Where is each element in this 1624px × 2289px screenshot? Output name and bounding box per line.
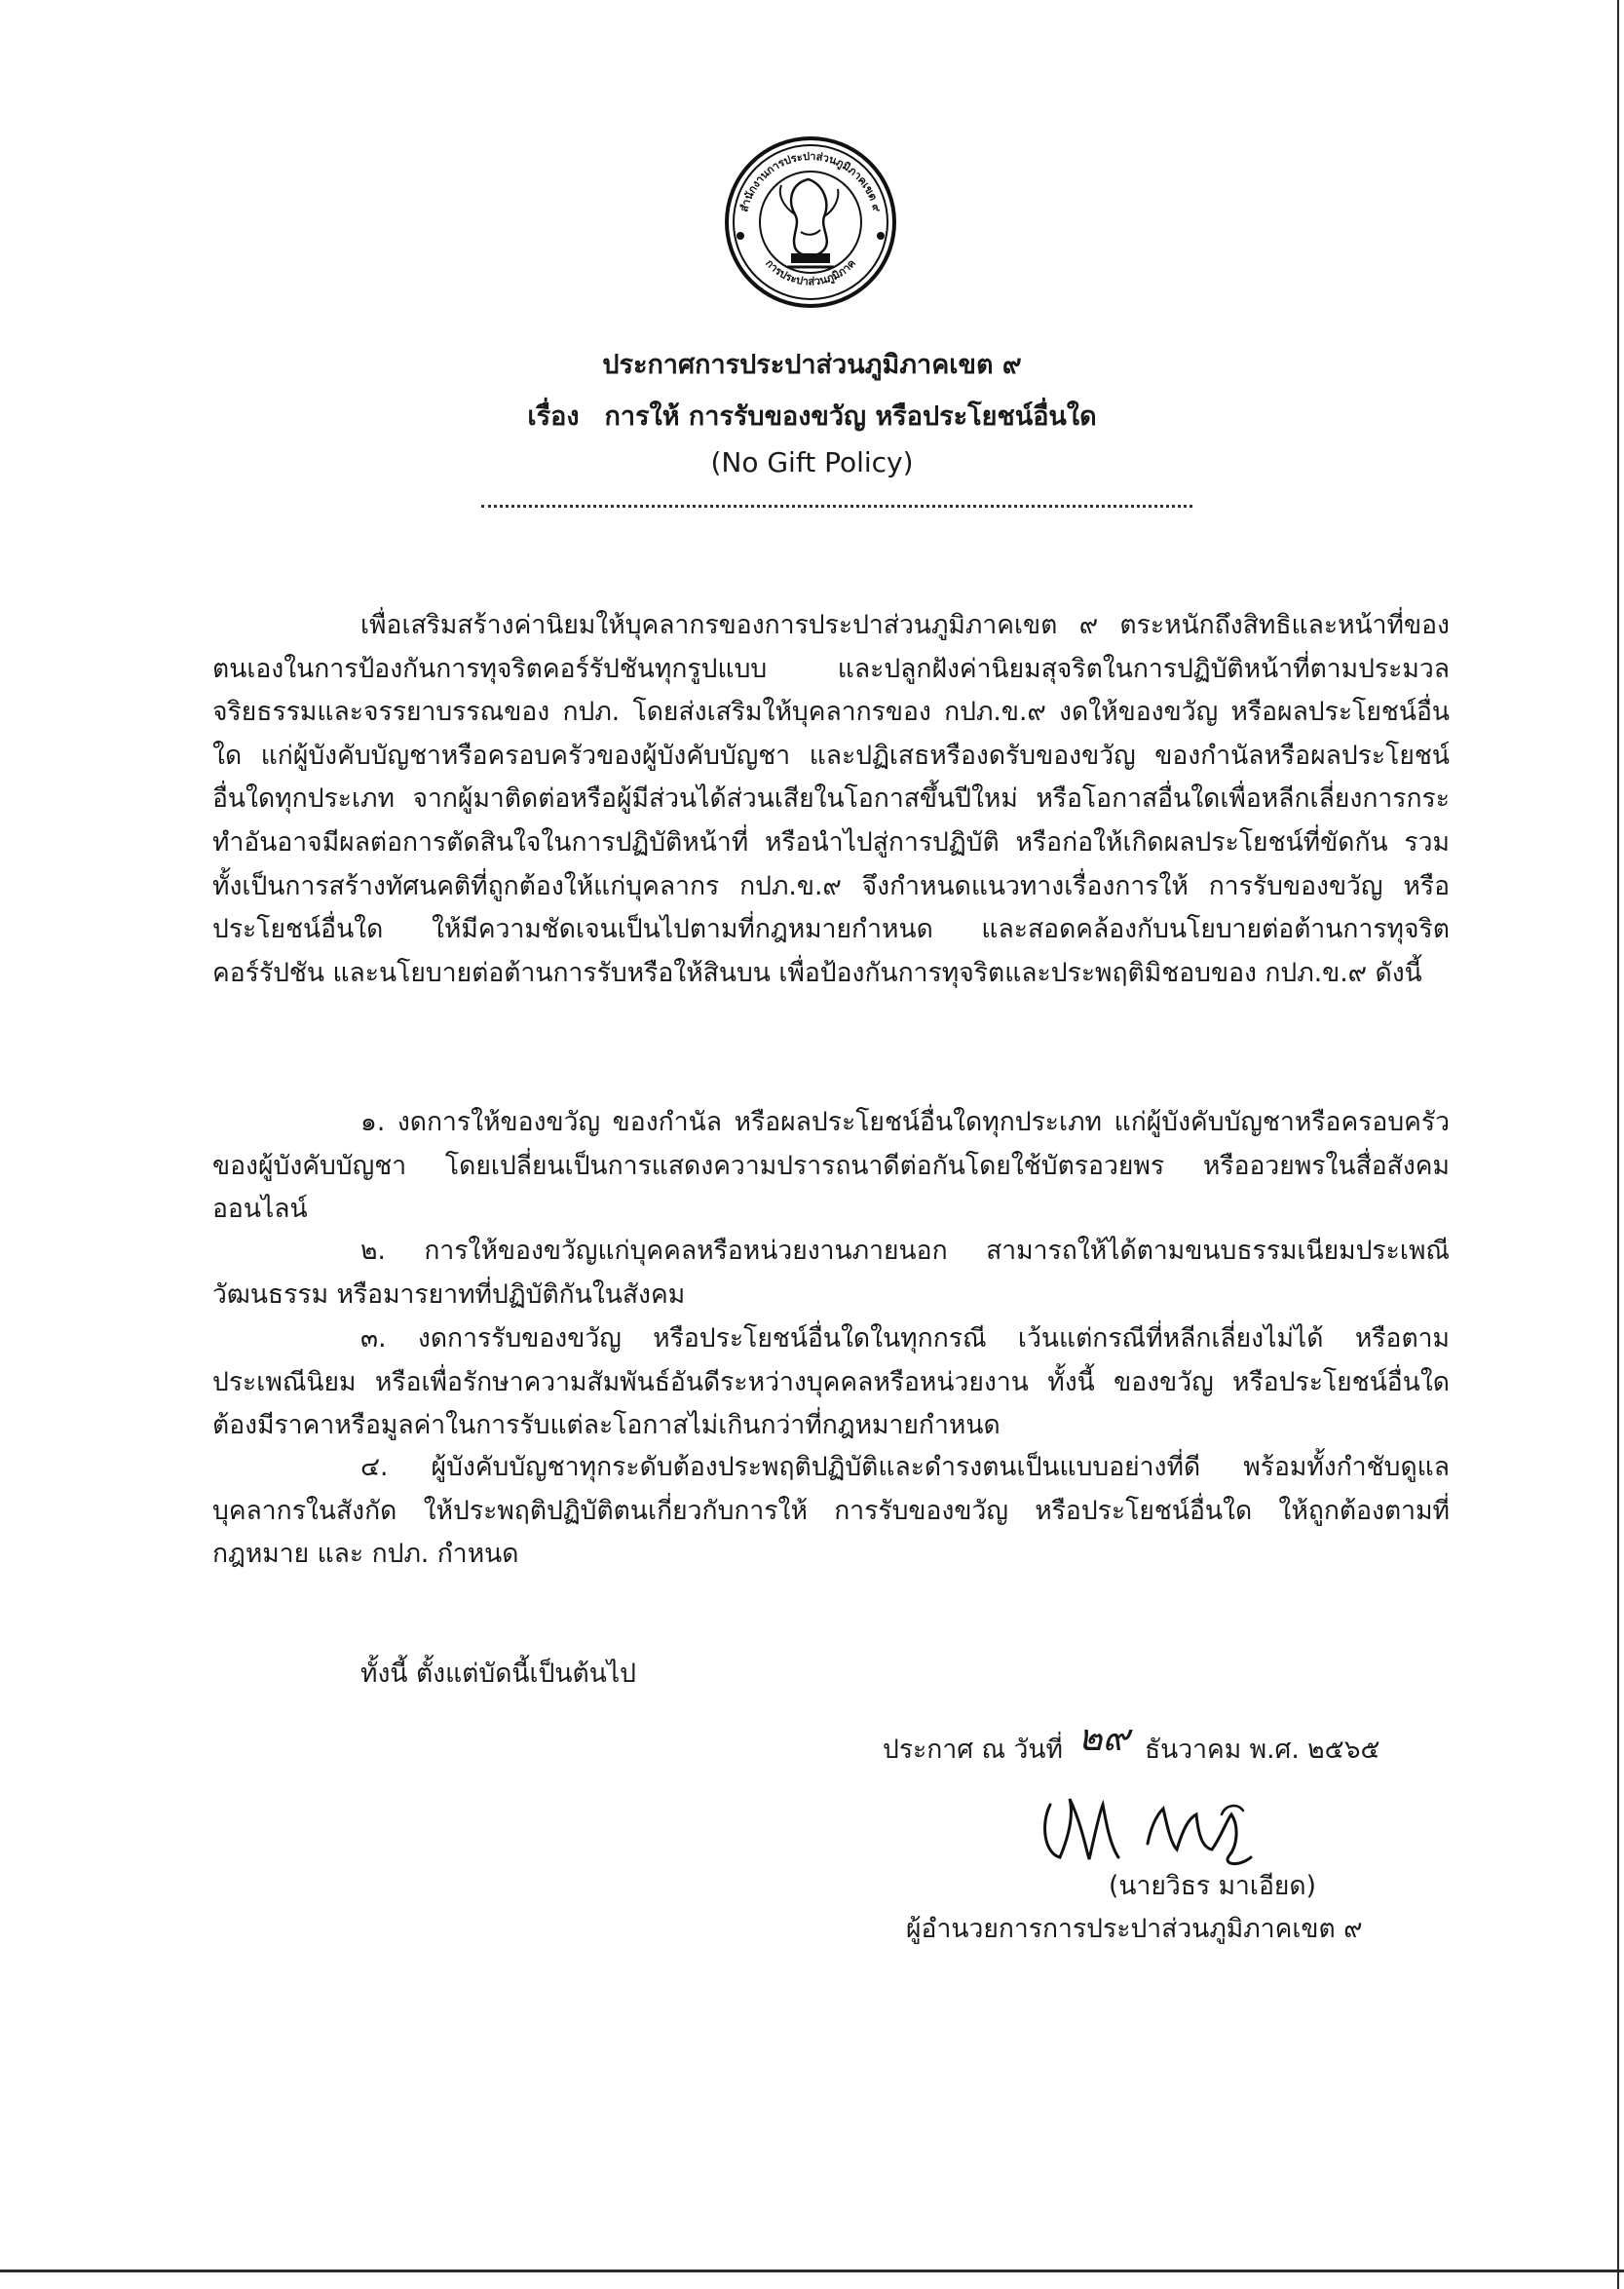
clause-4: ๔. ผู้บังคับบัญชาทุกระดับต้องประพฤติปฏิบัติและดำรงตนเป็นแบบอย่างที่ดี พร้อมทั้งกำชับดูแลบุคลากรในสังกัด ให้ประพฤติปฏิบัติตนเกี่ยวกับการให้ การรับของขวัญ หรือประโยชน์อื่นใด ให้ถูกต้องตามที่กฎหมาย และ กปภ. กำหนด xyxy=(212,1452,1450,1570)
subject-text: การให้ การรับของขวัญ หรือประโยชน์อื่นใด xyxy=(604,401,1097,432)
page-bottom-edge-line xyxy=(0,2270,1624,2272)
announcement-subject-line xyxy=(0,395,1624,437)
announcement-subtitle: (No Gift Policy) xyxy=(710,446,914,478)
announcement-date xyxy=(883,1715,1380,1774)
page-right-edge-line xyxy=(1617,0,1619,2289)
pwa-seal-emblem xyxy=(723,134,898,310)
clause-2: ๒. การให้ของขวัญแก่บุคคลหรือหน่วยงานภายนอก สามารถให้ได้ตามขนบธรรมเนียมประเพณี วัฒนธรรม หรือมารยาทที่ปฏิบัติกันในสังคม xyxy=(212,1236,1450,1310)
date-day-handwritten: ๒๙ xyxy=(1077,1716,1130,1759)
intro-paragraph: เพื่อเสริมสร้างค่านิยมให้บุคลากรของการประปาส่วนภูมิภาคเขต ๙ ตระหนักถึงสิทธิและหน้าที่ของตนเองในการป้องกันการทุจริตคอร์รัปชันทุกรูปแบบ และปลูกฝังค่านิยมสุจริตในการปฏิบัติหน้าที่ตามประมวลจริยธรรมและจรรยาบรรณของ กปภ. โดยส่งเสริมให้บุคลากรของ กปภ.ข.๙ งดให้ของขวัญ หรือผลประโยชน์อื่นใด แก่ผู้บังคับบัญชาหรือครอบครัวของผู้บังคับบัญชา และปฏิเสธหรืองดรับของขวัญ ของกำนัลหรือผลประโยชน์อื่นใดทุกประเภท จากผู้มาติดต่อหรือผู้มีส่วนได้ส่วนเสียในโอกาสขึ้นปีใหม่ หรือโอกาสอื่นใดเพื่อหลีกเลี่ยงการกระทำอันอาจมีผลต่อการตัดสินใจในการปฏิบัติหน้าที่ หรือนำไปสู่การปฏิบัติ หรือก่อให้เกิดผลประโยชน์ที่ขัดกัน รวมทั้งเป็นการสร้างทัศนคติที่ถูกต้องให้แก่บุคลากร กปภ.ข.๙ จึงกำหนดแนวทางเรื่องการให้ การรับของขวัญ หรือประโยชน์อื่นใด ให้มีความชัดเจนเป็นไปตามที่กฎหมายกำหนด และสอดคล้องกับนโยบายต่อต้านการทุจริตคอร์รัปชัน และนโยบายต่อต้านการรับหรือให้สินบน เพื่อป้องกันการทุจริตและประพฤติมิชอบของ กปภ.ข.๙ ดังนี้ xyxy=(212,610,1450,988)
signatory-position: ผู้อำนวยการการประปาส่วนภูมิภาคเขต ๙ xyxy=(906,1914,1363,1944)
svg-text:สำนักงานการประปาส่วนภูมิภาคเขต xyxy=(737,150,884,213)
clause-3: ๓. งดการรับของขวัญ หรือประโยชน์อื่นใดในทุกกรณี เว้นแต่กรณีที่หลีกเลี่ยงไม่ได้ หรือตามประเพณีนิยม หรือเพื่อรักษาความสัมพันธ์อันดีระหว่างบุคคลหรือหน่วยงาน ทั้งนี้ ของขวัญ หรือประโยชน์อื่นใด ต้องมีราคาหรือมูลค่าในการรับแต่ละโอกาสไม่เกินกว่าที่กฎหมายกำหนด xyxy=(212,1323,1450,1441)
signatory-name: (นายวิธร มาเอียด) xyxy=(1109,1871,1316,1901)
seal-bottom-text: การประปาส่วนภูมิภาค xyxy=(763,256,858,288)
announcement-title: ประกาศการประปาส่วนภูมิภาคเขต ๙ xyxy=(602,350,1022,380)
seal-top-text: สำนักงานการประปาส่วนภูมิภาคเขต ๙ xyxy=(737,149,884,213)
closing-statement: ทั้งนี้ ตั้งแต่บัดนี้เป็นต้นไป xyxy=(360,1659,636,1689)
date-month-year: ธันวาคม พ.ศ. ๒๕๖๕ xyxy=(1144,1735,1380,1765)
subject-label: เรื่อง xyxy=(527,401,580,432)
clause-1: ๑. งดการให้ของขวัญ ของกำนัล หรือผลประโยชน์อื่นใดทุกประเภท แก่ผู้บังคับบัญชาหรือครอบครัวของผู้บังคับบัญชา โดยเปลี่ยนเป็นการแสดงความปรารถนาดีต่อกันโดยใช้บัตรอวยพร หรืออวยพรในสื่อสังคมออนไลน์ xyxy=(212,1107,1450,1225)
handwritten-signature xyxy=(1031,1775,1284,1873)
date-prefix: ประกาศ ณ วันที่ xyxy=(883,1735,1063,1765)
dotted-divider xyxy=(481,505,1192,508)
